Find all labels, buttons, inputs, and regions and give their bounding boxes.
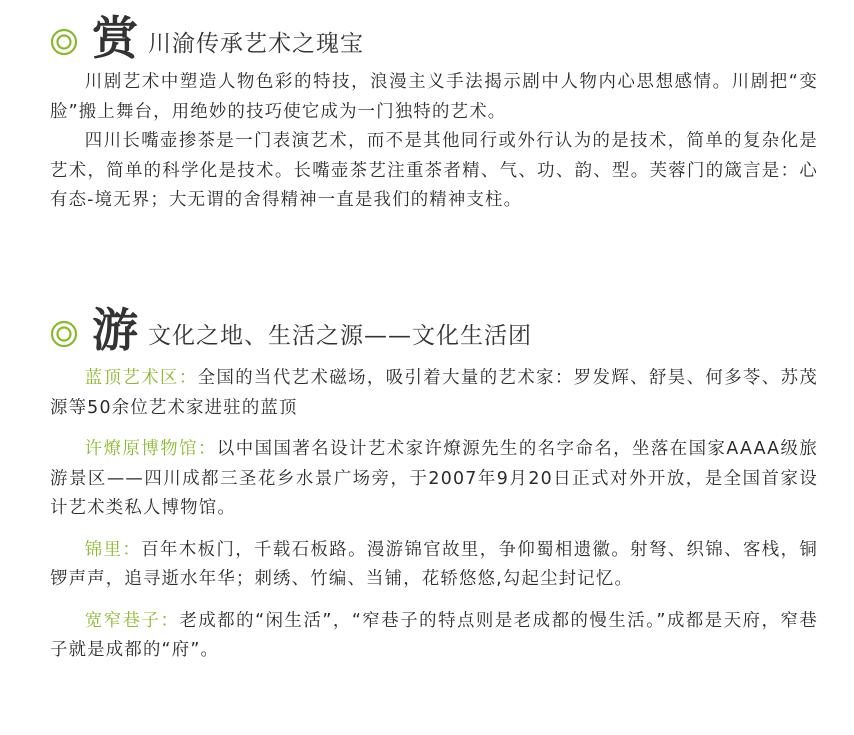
section-subtitle: 文化之地、生活之源——文化生活团 [148,323,532,349]
section-heading [50,300,818,357]
attraction-name: 蓝顶艺术区： [84,368,198,388]
attraction-description: 百年木板门，千载石板路。漫游锦官故里，争仰蜀相遗徽。射弩、织锦、客栈，铜锣声声，追寻逝水年华；刺绣、竹编、当铺，花轿悠悠,勾起尘封记忆。 [50,539,818,589]
attraction-name: 许燎原博物馆： [84,439,217,459]
section-big-character: 赏 [92,11,138,65]
paragraph: 四川长嘴壶掺茶是一门表演艺术，而不是其他同行或外行认为的是技术，简单的复杂化是艺术，简单的科学化是技术。长嘴壶茶艺注重茶者精、气、功、韵、型。芙蓉门的箴言是：心有态-境无界；大无谓的舍得精神一直是我们的精神支柱。 [50,131,818,210]
section-appreciate [50,8,818,216]
attraction-description: 全国的当代艺术磁场，吸引着大量的艺术家：罗发辉、舒昊、何多苓、苏茂源等50余位艺术家进驻的蓝顶 [50,368,819,418]
section-travel [50,300,818,678]
attraction-name: 锦里： [84,539,142,560]
attraction-item [50,607,818,666]
section-heading [50,8,818,65]
section-body [50,364,818,666]
section-body [50,68,818,216]
double-circle-icon [50,320,78,348]
double-circle-icon [50,28,78,56]
attraction-item [50,435,818,524]
section-subtitle: 川渝传承艺术之瑰宝 [148,31,364,57]
attraction-description: 以中国国著名设计艺术家许燎源先生的名字命名，坐落在国家AAAA级旅游景区——四川成都三圣花乡水景广场旁，于2007年9月20日正式对外开放，是全国首家设计艺术类私人博物馆。 [50,439,818,518]
attraction-item [50,364,818,423]
attraction-description: 老成都的“闲生活”，“窄巷子的特点则是老成都的慢生活。”成都是天府，窄巷子就是成都的“府”。 [50,610,818,660]
paragraph: 川剧艺术中塑造人物色彩的特技，浪漫主义手法揭示剧中人物内心思想感情。川剧把“变脸”搬上舞台，用绝妙的技巧使它成为一门独特的艺术。 [50,72,818,122]
attraction-item [50,536,818,595]
attraction-name: 宽窄巷子： [84,610,180,631]
section-big-character: 游 [92,303,138,357]
